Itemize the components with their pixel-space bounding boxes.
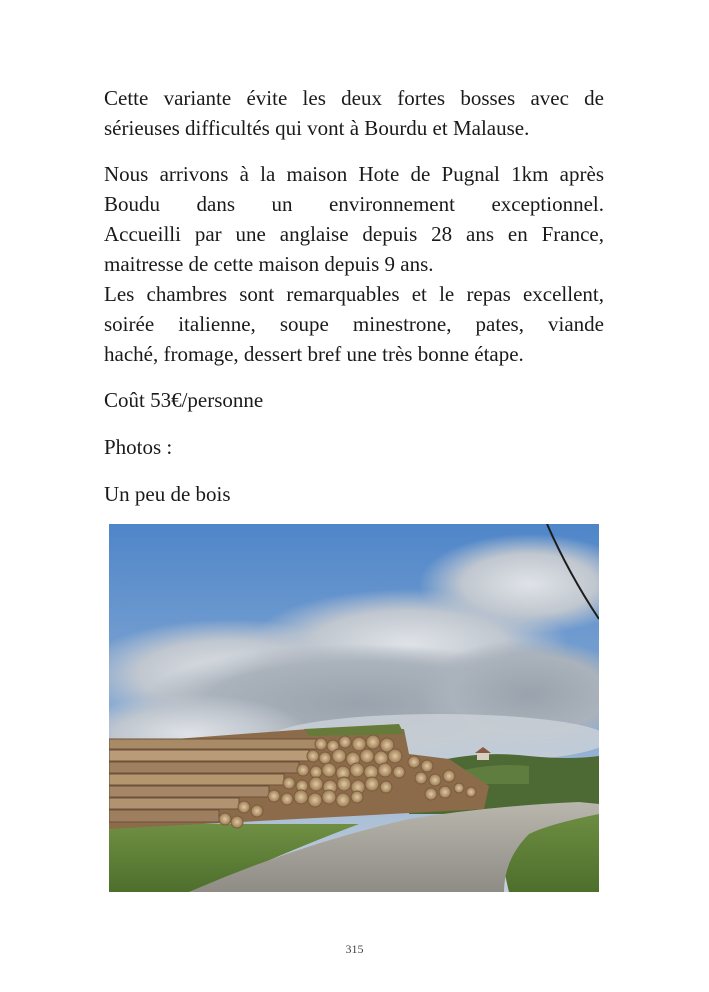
- text-line: Les chambres sont remarquables et le repas excellent,: [104, 282, 604, 306]
- text-line: Accueilli par une anglaise depuis 28 ans en France,: [104, 222, 604, 246]
- text-line: haché, fromage, dessert bref une très bonne étape.: [104, 342, 524, 366]
- text-line: Coût 53€/personne: [104, 388, 264, 412]
- paragraph-photo-caption: [104, 479, 604, 509]
- text-line: Cette variante évite les deux fortes bosses avec de: [104, 86, 604, 110]
- text-line: maitresse de cette maison depuis 9 ans.: [104, 252, 434, 276]
- text-line: Boudu dans un environnement exceptionnel.: [104, 192, 604, 216]
- page-number: 315: [345, 942, 364, 956]
- text-line: Nous arrivons à la maison Hote de Pugnal 1km après: [104, 162, 604, 186]
- photo-log-pile: [109, 524, 599, 892]
- text-line: soirée italienne, soupe minestrone, pates, viande: [104, 312, 604, 336]
- paragraph-photos-heading: [104, 432, 604, 462]
- text-line: Photos :: [104, 435, 173, 459]
- paragraph-variant: [104, 83, 604, 143]
- paragraph-cost: [104, 385, 604, 415]
- text-line: Un peu de bois: [104, 482, 231, 506]
- text-line: sérieuses difficultés qui vont à Bourdu et Malause.: [104, 116, 530, 140]
- paragraph-arrival: [104, 159, 604, 369]
